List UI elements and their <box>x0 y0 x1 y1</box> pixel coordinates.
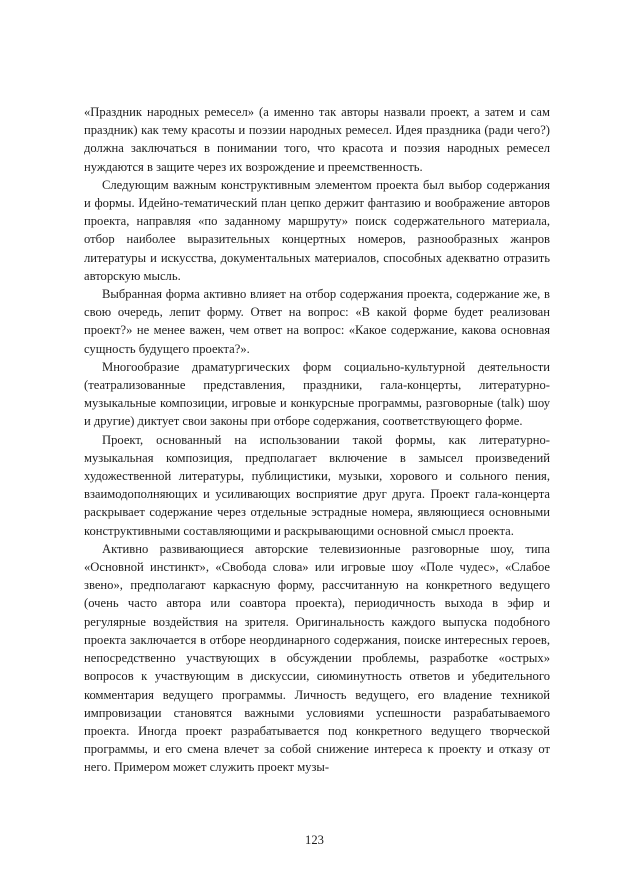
paragraph-6: Активно развивающиеся авторские телевизионные разговорные шоу, типа «Основной инстинкт», «Свобода слова» или игровые шоу «Поле чудес», «Слабое звено», предполагают каркасную форму, рассчитанную на конкретного ведущего (очень часто автора или соавтора проекта), периодичность выхода в эфир и регулярные воздействия на зрителя. Оригинальность каждого выпуска подобного проекта заключается в отборе неординарного содержания, поиске интересных героев, непосредственно участвующих в обсуждении проблемы, разработке «острых» вопросов к участвующим в дискуссии, сиюминутность ответов и убедительного комментария ведущего программы. Личность ведущего, его владение техникой импровизации становятся важными условиями успешности разрабатываемого проекта. Иногда проект разрабатывается под конкретного ведущего творческой программы, и его смена влечет за собой снижение интереса к проекту и отказу от него. Примером может служить проект музы- <box>84 541 550 775</box>
paragraph-3: Выбранная форма активно влияет на отбор содержания проекта, содержание же, в свою очередь, лепит форму. Ответ на вопрос: «В какой форме будет реализован проект?» не менее важен, чем ответ на вопрос: «Какое содержание, какова основная сущность будущего проекта?». <box>84 287 550 356</box>
page-number: 123 <box>305 833 324 847</box>
paragraph-1: «Праздник народных ремесел» (а именно так авторы назвали проект, а затем и сам праздник) как тему красоты и поэзии народных ремесел. Идея праздника (ради чего?) должна заключаться в понимании того, что красота и поэзия народных ремесел нуждаются в защите через их возрождение и преемственность. <box>84 105 550 174</box>
paragraph-2: Следующим важным конструктивным элементом проекта был выбор содержания и формы. Идейно-тематический план цепко держит фантазию и воображение авторов проекта, направляя «по заданному маршруту» поиск содержательного материала, отбор наиболее выразительных концертных номеров, разнообразных жанров литературы и искусства, документальных материалов, способных адекватно отразить авторскую мысль. <box>84 177 550 283</box>
paragraph-4: Многообразие драматургических форм социально-культурной деятельности (театрализованные представления, праздники, гала-концерты, литературно-музыкальные композиции, игровые и конкурсные программы, разговорные (talk) шоу и другие) диктует свои законы при отборе содержания, соответствующего форме. <box>84 359 550 429</box>
body-text <box>84 103 550 777</box>
paragraph-5: Проект, основанный на использовании такой формы, как литературно-музыкальная композиция, предполагает включение в замысел произведений художественной литературы, публицистики, музыки, хорового и сольного пения, взаимодополняющих и усиливающих восприятие друг друга. Проект гала-концерта раскрывает содержание через отдельные эстрадные номера, являющиеся основными конструктивными составляющими и раскрывающими основной смысл проекта. <box>84 432 550 538</box>
